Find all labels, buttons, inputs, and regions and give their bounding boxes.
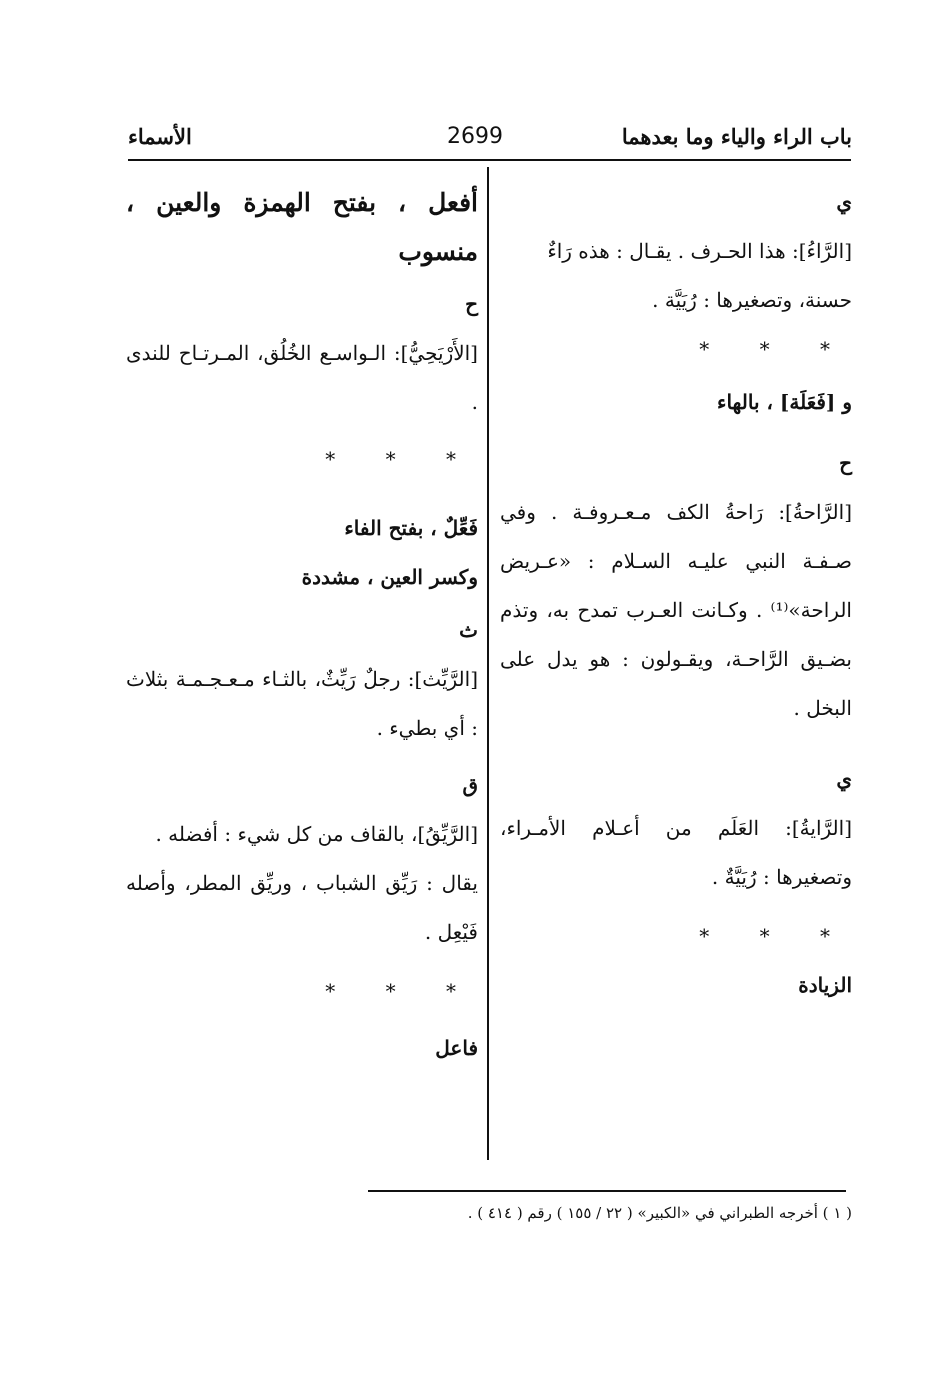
left-column [126, 178, 478, 1073]
pattern-heading: أفعل ، بفتح الهمزة والعين ، منسوب [126, 188, 478, 266]
entry-text: [الرَّيِّث]: رجلٌ رَيِّثٌ، بالثـاء مـعـجـمـة بثلاث : أي بطيء . [126, 667, 478, 740]
section-heading: الزيادة [798, 973, 852, 997]
right-column [500, 178, 852, 1010]
section-separator: * * * [325, 979, 478, 1003]
column-divider [487, 167, 489, 1160]
page-number: 2699 [447, 124, 503, 149]
pattern-heading: فَعِّلٌ ، بفتح الفاء [344, 516, 478, 540]
letter-heading: ح [839, 451, 852, 475]
footnote: ( ١ ) أخرجه الطبراني في «الكبير» ( ٢٢ / ١٥٥ ) رقم ( ٤١٤ ) . [467, 1204, 852, 1222]
entry-text: [الرَّايةُ]: العَلَم من أعـلام الأمـراء، وتصغيرها : رُيَيَّةٌ . [500, 816, 852, 889]
running-head-section: الأسماء [128, 124, 192, 149]
section-separator: * * * [699, 924, 852, 948]
letter-heading: ي [836, 767, 852, 791]
pattern-heading: و [فَعَلَة] ، بالهاء [717, 390, 852, 414]
letter-heading: ث [459, 618, 478, 642]
pattern-heading: وكسر العين ، مشددة [301, 565, 478, 589]
entry-text: [الأَرْيَحِيُّ]: الـواسـع الخُلُق، المـرتـاح للندى . [126, 341, 478, 414]
entry-text: يقال : رَيِّق الشباب ، وريِّق المطر، وأصله فَيْعِل . [126, 871, 478, 944]
entry-text: حسنة، وتصغيرها : رُيَيَّة . [652, 288, 852, 312]
entry-text: [الرَّاحةُ]: رَاحةُ الكف مـعـروفـة . وفي صـفـة النبي عليـه السـلام : «عـريض الراحة»⁽¹⁾ . وكـانت العـرب تمدح به، وتذم بضـيق الرَّاحـة، ويقـولون : هو يدل على البخل . [500, 500, 852, 720]
pattern-heading: فاعل [435, 1036, 478, 1060]
header-rule [128, 159, 851, 161]
letter-heading: ح [465, 292, 478, 316]
letter-heading: ي [836, 190, 852, 214]
section-separator: * * * [325, 447, 478, 471]
section-separator: * * * [699, 337, 852, 361]
entry-text: [الرَّاءُ]: هذا الحـرف . يقـال : هذه رَاءٌ [547, 239, 852, 263]
footnote-rule [368, 1190, 846, 1192]
entry-text: [الرَّيِّقُ]، بالقاف من كل شيء : أفضله . [155, 822, 478, 846]
letter-heading: ق [462, 773, 478, 797]
spacer [500, 733, 852, 747]
running-head-chapter: باب الراء والياء وما بعدهما [621, 124, 852, 149]
